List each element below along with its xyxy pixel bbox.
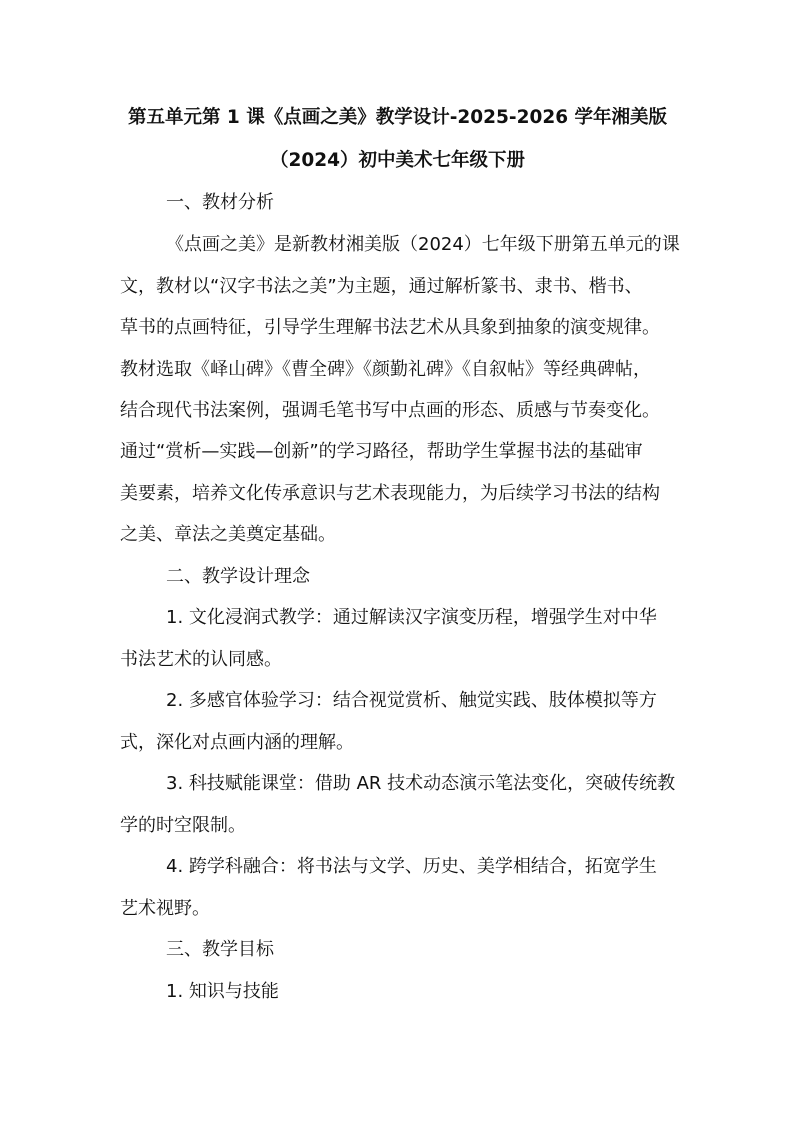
paragraph-line: 通过“赏析—实践—创新”的学习路径，帮助学生掌握书法的基础审	[120, 441, 643, 462]
list-item-line: 1. 文化浸润式教学：通过解读汉字演变历程，增强学生对中华	[166, 607, 657, 628]
paragraph-line: 美要素，培养文化传承意识与艺术表现能力，为后续学习书法的结构	[120, 483, 660, 504]
document-title-line-2: （2024）初中美术七年级下册	[270, 150, 525, 171]
section-heading-teaching-goals: 三、教学目标	[166, 939, 274, 960]
document-title-line-1: 第五单元第 1 课《点画之美》教学设计-2025-2026 学年湘美版	[127, 107, 668, 128]
subheading-knowledge-skills: 1. 知识与技能	[166, 981, 279, 1002]
paragraph-line: 《点画之美》是新教材湘美版（2024）七年级下册第五单元的课	[166, 234, 680, 255]
list-item-line: 艺术视野。	[120, 898, 210, 919]
paragraph-line: 教材选取《峄山碑》《曹全碑》《颜勤礼碑》《自叙帖》等经典碑帖，	[120, 359, 651, 380]
list-item-line: 2. 多感官体验学习：结合视觉赏析、触觉实践、肢体模拟等方	[166, 690, 657, 711]
list-item-line: 式，深化对点画内涵的理解。	[120, 732, 354, 753]
section-heading-textbook-analysis: 一、教材分析	[166, 192, 274, 213]
paragraph-line: 草书的点画特征，引导学生理解书法艺术从具象到抽象的演变规律。	[120, 317, 660, 338]
list-item-line: 书法艺术的认同感。	[120, 649, 282, 670]
section-heading-design-concept: 二、教学设计理念	[166, 566, 310, 587]
list-item-line: 4. 跨学科融合：将书法与文学、历史、美学相结合，拓宽学生	[166, 856, 657, 877]
paragraph-line: 之美、章法之美奠定基础。	[120, 524, 336, 545]
paragraph-line: 结合现代书法案例，强调毛笔书写中点画的形态、质感与节奏变化。	[120, 400, 660, 421]
paragraph-line: 文，教材以“汉字书法之美”为主题，通过解析篆书、隶书、楷书、	[120, 276, 643, 297]
list-item-line: 学的时空限制。	[120, 815, 246, 836]
list-item-line: 3. 科技赋能课堂：借助 AR 技术动态演示笔法变化，突破传统教	[166, 773, 676, 794]
